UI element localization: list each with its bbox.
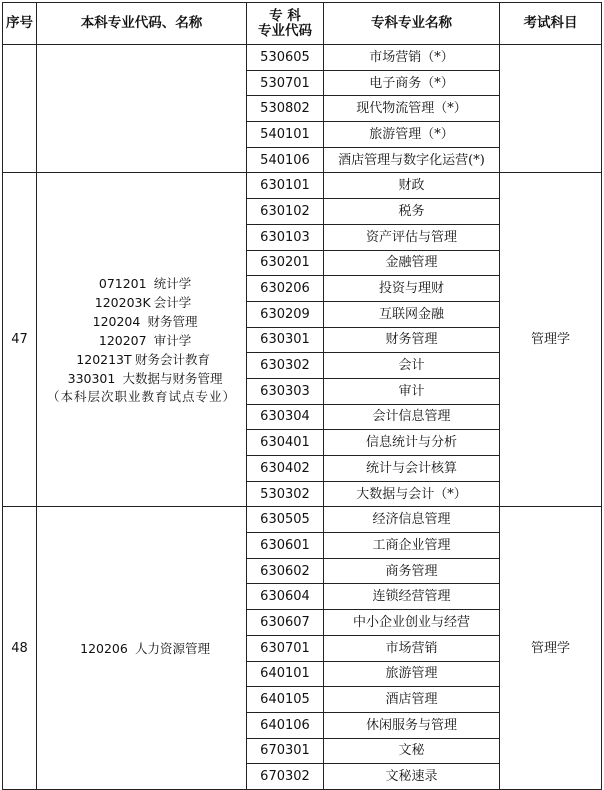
vocational-code-cell: 630604	[247, 584, 324, 610]
vocational-code-cell: 630303	[247, 378, 324, 404]
vocational-name-cell: 财政	[324, 173, 500, 199]
vocational-code-cell: 630402	[247, 456, 324, 482]
undergrad-majors-cell	[37, 173, 247, 507]
undergrad-major-code: 120203K	[94, 295, 151, 311]
vocational-code-cell: 640106	[247, 712, 324, 738]
vocational-name-cell: 酒店管理	[324, 687, 500, 713]
seq-cell	[3, 45, 37, 173]
vocational-name-cell: 电子商务（*）	[324, 70, 500, 96]
vocational-code-cell: 530701	[247, 70, 324, 96]
undergrad-major-name: 财务管理	[147, 314, 198, 330]
vocational-name-cell: 中小企业创业与经营	[324, 610, 500, 636]
vocational-code-cell: 540101	[247, 122, 324, 148]
vocational-code-cell: 630103	[247, 224, 324, 250]
undergrad-major-code: 120207	[98, 333, 147, 349]
undergrad-major-name: 统计学	[153, 276, 192, 292]
table-header-row	[3, 3, 602, 45]
vocational-code-cell: 630201	[247, 250, 324, 276]
undergrad-major-item	[37, 369, 246, 388]
undergrad-major-code: 120204	[92, 314, 141, 330]
undergrad-major-item	[37, 274, 246, 293]
vocational-name-cell: 旅游管理（*）	[324, 122, 500, 148]
vocational-code-cell: 640105	[247, 687, 324, 713]
vocational-name-cell: 信息统计与分析	[324, 430, 500, 456]
undergrad-major-item	[37, 312, 246, 331]
vocational-name-cell: 商务管理	[324, 558, 500, 584]
vocational-code-cell: 630206	[247, 276, 324, 302]
vocational-name-cell: 连锁经营管理	[324, 584, 500, 610]
vocational-code-cell: 540106	[247, 147, 324, 173]
vocational-code-cell: 630101	[247, 173, 324, 199]
vocational-name-cell: 市场营销	[324, 635, 500, 661]
vocational-code-cell: 630302	[247, 353, 324, 379]
vocational-name-cell: 经济信息管理	[324, 507, 500, 533]
exam-subject-cell	[500, 45, 602, 173]
undergrad-major-item	[37, 293, 246, 312]
undergrad-major-note: （本科层次职业教育试点专业）	[46, 389, 236, 405]
vocational-name-cell: 资产评估与管理	[324, 224, 500, 250]
header-seq: 序号	[3, 3, 37, 45]
table-row	[3, 173, 602, 199]
major-mapping-table	[2, 2, 602, 790]
vocational-name-cell: 现代物流管理（*）	[324, 96, 500, 122]
vocational-code-cell: 630102	[247, 199, 324, 225]
header-vocational-code-line1: 专 科	[269, 7, 301, 24]
undergrad-major-name: 大数据与财务管理	[122, 371, 223, 387]
vocational-name-cell: 金融管理	[324, 250, 500, 276]
undergrad-major-item	[37, 331, 246, 350]
vocational-code-cell: 670301	[247, 738, 324, 764]
vocational-code-cell: 530302	[247, 481, 324, 507]
seq-cell: 48	[3, 507, 37, 790]
vocational-name-cell: 财务管理	[324, 327, 500, 353]
vocational-name-cell: 大数据与会计（*）	[324, 481, 500, 507]
undergrad-major-code: 120213T	[76, 352, 132, 368]
vocational-code-cell: 630209	[247, 301, 324, 327]
undergrad-major-name: 人力资源管理	[134, 640, 210, 656]
undergrad-major-code: 120206	[80, 640, 128, 656]
vocational-name-cell: 文秘速录	[324, 764, 500, 790]
undergrad-major-item	[37, 350, 246, 369]
vocational-code-cell: 530802	[247, 96, 324, 122]
undergrad-major-name: 审计学	[153, 333, 192, 349]
vocational-name-cell: 文秘	[324, 738, 500, 764]
vocational-name-cell: 会计	[324, 353, 500, 379]
vocational-code-cell: 630505	[247, 507, 324, 533]
vocational-code-cell: 630602	[247, 558, 324, 584]
vocational-name-cell: 税务	[324, 199, 500, 225]
header-vocational-code	[247, 3, 324, 45]
vocational-code-cell: 530605	[247, 45, 324, 71]
vocational-name-cell: 休闲服务与管理	[324, 712, 500, 738]
header-undergrad-major: 本科专业代码、名称	[37, 3, 247, 45]
undergrad-major-name: 会计学	[153, 295, 192, 311]
vocational-code-cell: 670302	[247, 764, 324, 790]
undergrad-major-item	[37, 639, 246, 658]
exam-subject-cell: 管理学	[500, 173, 602, 507]
table-row	[3, 45, 602, 71]
vocational-code-cell: 630701	[247, 635, 324, 661]
exam-subject-cell: 管理学	[500, 507, 602, 790]
vocational-code-cell: 630607	[247, 610, 324, 636]
vocational-name-cell: 酒店管理与数字化运营(*)	[324, 147, 500, 173]
vocational-name-cell: 会计信息管理	[324, 404, 500, 430]
vocational-name-cell: 旅游管理	[324, 661, 500, 687]
vocational-code-cell: 630301	[247, 327, 324, 353]
header-vocational-code-line2: 专业代码	[258, 22, 312, 39]
vocational-name-cell: 工商企业管理	[324, 533, 500, 559]
undergrad-majors-cell	[37, 45, 247, 173]
table-body	[3, 45, 602, 790]
vocational-name-cell: 互联网金融	[324, 301, 500, 327]
undergrad-major-name: 财务会计教育	[134, 352, 210, 368]
seq-cell: 47	[3, 173, 37, 507]
header-vocational-name: 专科专业名称	[324, 3, 500, 45]
table-row	[3, 507, 602, 533]
vocational-name-cell: 统计与会计核算	[324, 456, 500, 482]
header-exam-subject: 考试科目	[500, 3, 602, 45]
vocational-name-cell: 投资与理财	[324, 276, 500, 302]
vocational-code-cell: 640101	[247, 661, 324, 687]
vocational-code-cell: 630304	[247, 404, 324, 430]
vocational-name-cell: 审计	[324, 378, 500, 404]
vocational-code-cell: 630401	[247, 430, 324, 456]
undergrad-major-code: 330301	[67, 371, 116, 387]
undergrad-major-code: 071201	[98, 276, 147, 292]
undergrad-majors-cell	[37, 507, 247, 790]
vocational-name-cell: 市场营销（*）	[324, 45, 500, 71]
vocational-code-cell: 630601	[247, 533, 324, 559]
